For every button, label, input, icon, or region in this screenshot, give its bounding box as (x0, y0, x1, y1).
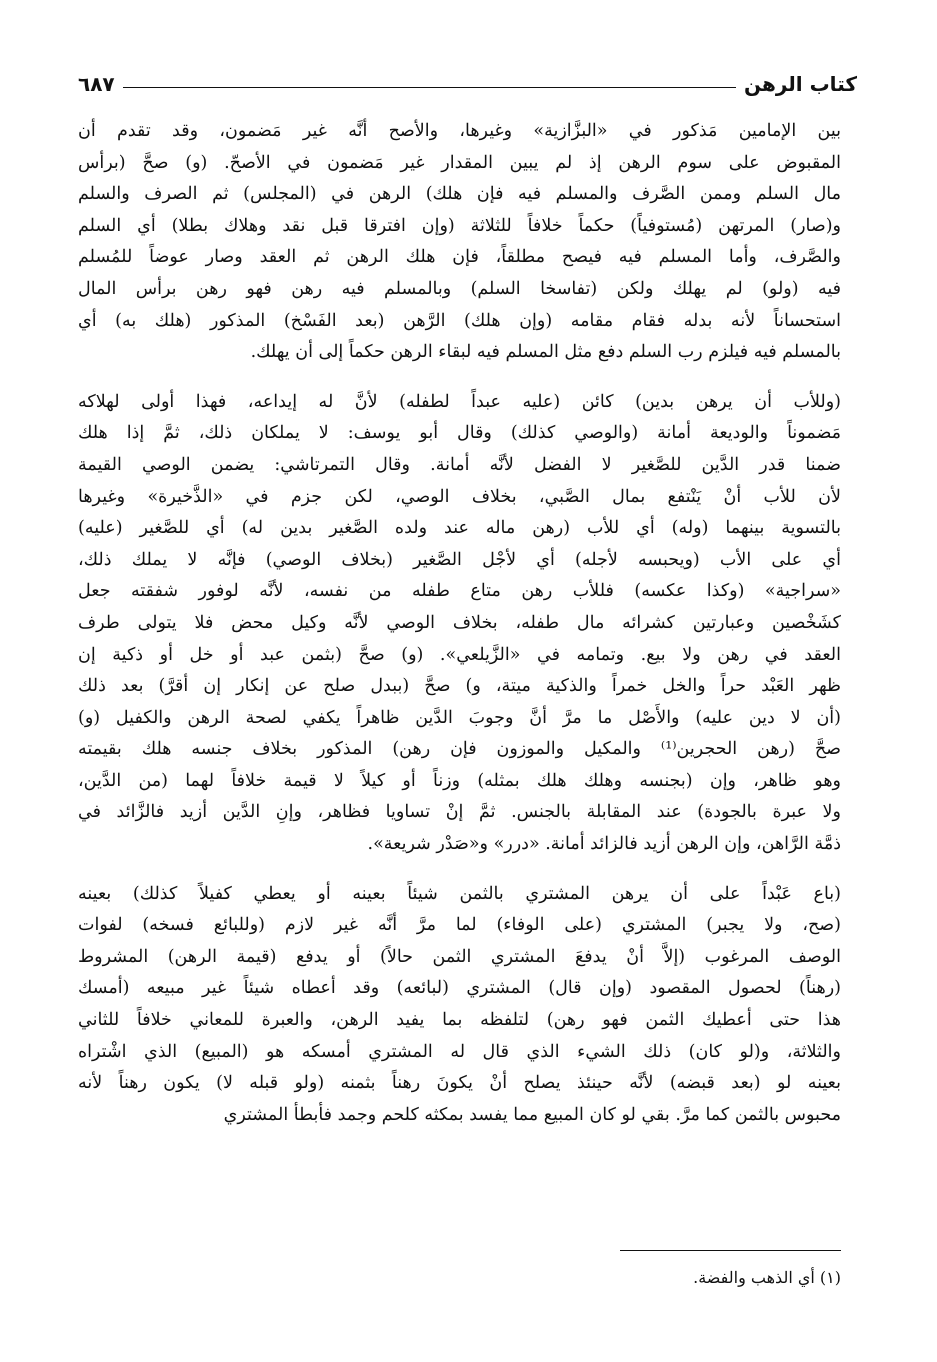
text-line: (رهناً) لحصول المقصود (وإن قال) المشتري (لبائعه) وقد أعطاه شيئاً غير مبيعه (أمسك (78, 978, 841, 999)
text-line: والثلاثة، و(لو كان) ذلك الشيء الذي قال له المشتري أمسكه هو (المبيع) الذي اشْتراه (78, 1041, 841, 1062)
text-line: «سراجية» (وكذا عكسه) فللأب رهن متاع طفله من نفسه، لأنَّه لوفور شفقته جعل (78, 581, 841, 602)
text-line: العقد في رهن ولا بيع. وتمامه في «الزَّيلعي». (و) صحَّ (بثمن عبد أو خل أو ذكية إن (78, 644, 841, 665)
text-line: بعينه لو (بعد قبضه) لأنَّه حينئذ يصلح أنْ يكونَ رهناً بثمنه (ولو قبله لا) يكون رهناً لأنه (78, 1073, 841, 1094)
text-line: ظهر العَبْد حراً والخل خمراً والذكية ميتة، و) صحَّ (ببدل صلح عن إنكار إن أقرَّ) بعد ذلك (78, 676, 841, 697)
text-line: (صح، ولا يجبر) المشتري (على الوفاء) لما مرَّ أنَّه غير لازم (وللبائع فسخه) لفوات (78, 915, 841, 936)
text-line: بين الإمامين مَذكور في «البزَّازية» وغيرها، والأصح أنَّه غير مَضمون، وقد تقدم أن (78, 121, 841, 141)
text-line: و(صار) المرتهن (مُستوفياً) حكماً خلافاً للثلاثة (وإن افترقا قبل نقد وهلاك بطلا) أي السلم (78, 215, 841, 236)
text-line: وهو ظاهر، وإن (بجنسه وهلك هلك بمثله) وزناً أو كيلاً لا قيمة خلافاً لهما (من الدَّين، (78, 770, 841, 791)
text-line: ذمَّة الرَّاهن، وإن الرهن أزيد فالزائد أمانة. «درر» و«صَدْر شريعة». (367, 834, 841, 855)
text-line: صحَّ (رهن الحجرين⁽¹⁾ والمكيل والموزون فإن رهن) المذكور بخلاف جنسه هلك بقيمته (78, 739, 841, 760)
text-line: محبوس بالثمن كما مرَّ. بقي لو كان المبيع مما يفسد بمكثه كلحم وجمد فأبطأ المشتري (223, 1104, 841, 1125)
paragraph (78, 116, 841, 369)
text-line: الوصف المرغوب (إلاَّ أنْ يدفعَ المشتري الثمن حالاً) أو يدفع (قيمة الرهن) المشروط (78, 946, 841, 967)
text-line: فيه (ولو) لم يهلك ولكن (تفاسخا السلم) وبالمسلم فيه رهن فهو رهن برأس المال (78, 278, 841, 299)
text-line: المقبوض على سوم الرهن إذ لم يبين المقدار غير مَضمون في الأصحّ. (و) صحَّ (برأس (78, 152, 841, 173)
page-number: ٦٨٧ (78, 72, 115, 96)
footnote-rule (620, 1250, 841, 1251)
running-header (78, 64, 857, 96)
paragraph (78, 879, 841, 1132)
text-line: كشَخْصين وعبارتين كشرائه مال طفله، بخلاف الوصي لأنَّه وكيل محض فلا يتولى طرف (78, 612, 841, 633)
text-line: بالتسوية بينهما (وله) أي للأب (رهن ماله عند ولده الصَّغير بدين له) أي للصَّغير (عليه) (78, 518, 841, 539)
text-line: (وللأب أن يرهن بدين) كائن (عليه عبداً لطفله) لأنَّ له إيداعه، فهذا أولى لهلاكه (78, 391, 841, 412)
text-line: مَضموناً والوديعة أمانة (والوصي كذلك) وقال أبو يوسف: لا يملكان ذلك، ثمَّ إذا هلك (78, 423, 841, 444)
text-line: بالمسلم فيه فيلزم رب السلم دفع مثل المسلم فيه لبقاء الرهن حكماً إلى أن يهلك. (250, 342, 841, 363)
footnote: (١) أي الذهب والفضة. (693, 1268, 841, 1287)
text-line: ضمنا قدر الدَّين للصَّغير لا الفضل لأنَّه أمانة. وقال التمرتاشي: يضمن الوصي القيمة (78, 454, 841, 475)
text-line: هذا حتى أعطيك الثمن فهو رهن) لتلفظه بما يفيد الرهن، والعبرة للمعاني خلافاً للثاني (78, 1010, 841, 1031)
text-line: مال السلم وممن الصَّرف والمسلم فيه فإن هلك) الرهن في (المجلس) ثم الصرف والسلم (78, 184, 841, 205)
text-line: ولا عبرة بالجودة) عند المقابلة بالجنس. ثمَّ إنْ تساويا فظاهر، وإنِ الدَّين أزيد فالزَّائد في (78, 802, 841, 823)
text-line: لأن للأب أنْ يَنْتفع بمال الصَّبي، بخلاف الوصي، لكن جزم في «الذَّخيرة» وغيرها (78, 486, 841, 507)
text-line: استحساناً لأنه بدله فقام مقامه (وإن هلك) الرَّهن (بعد الفَسْخ) المذكور (هلك به) أي (78, 310, 841, 331)
text-line: (أن لا دين عليه) والأَصْل ما مرَّ أنَّ وجوبَ الدَّين ظاهراً يكفي لصحة الرهن والكفيل (و) (78, 707, 841, 728)
paragraph-gap (78, 861, 841, 879)
header-rule (123, 87, 736, 88)
paragraph-gap (78, 369, 841, 387)
text-line: (باع عَبْداً على أن يرهن المشتري بالثمن شيئاً بعينه أو يعطي كفيلاً كذلك) بعينه (78, 883, 841, 904)
paragraph (78, 387, 841, 861)
chapter-title: كتاب الرهن (743, 72, 857, 96)
main-text (78, 116, 841, 1131)
text-line: أي على الأب (ويحبسه لأجله) أي لأجْل الصَّغير (بخلاف الوصي) فإنَّه لا يملك ذلك، (78, 549, 841, 570)
text-line: والصَّرف، وأما المسلم فيه فيصح مطلقاً، فإن هلك الرهن ثم العقد وصار عوضاً للمُسلم (78, 247, 841, 268)
